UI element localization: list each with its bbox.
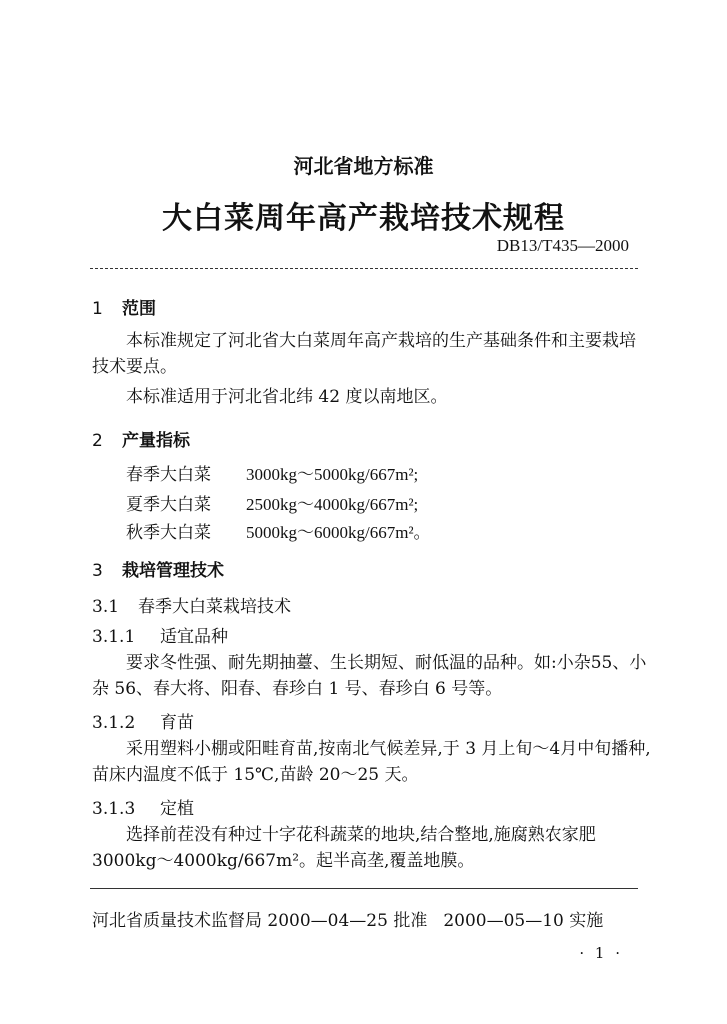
subsection-number: 3.1.2	[92, 713, 136, 733]
implementation-date: 2000—05—10 实施	[443, 911, 604, 931]
variety-paragraph: 要求冬性强、耐先期抽薹、生长期短、耐低温的品种。如:小杂55、小杂 56、春大将、阳春、春珍白 1 号、春珍白 6 号等。	[92, 653, 647, 699]
section-number: 3	[92, 561, 103, 581]
scope-paragraph-1: 本标准规定了河北省大白菜周年高产栽培的生产基础条件和主要栽培技术要点。	[92, 331, 636, 377]
subsection-title: 定植	[160, 799, 194, 819]
organization-label: 河北省地方标准	[293, 154, 434, 178]
planting-paragraph: 选择前茬没有种过十字花科蔬菜的地块,结合整地,施腐熟农家肥 3000kg～4000kg/667m²。起半高垄,覆盖地膜。	[92, 825, 596, 871]
yield-row-autumn	[126, 518, 431, 543]
subsection-planting-heading	[92, 794, 194, 819]
section-management-heading	[92, 556, 224, 581]
subsection-spring-heading	[92, 592, 291, 617]
section-scope-heading	[92, 294, 156, 319]
document-title: 大白菜周年高产栽培技术规程	[162, 201, 565, 236]
section-number: 2	[92, 431, 103, 451]
footer-dates	[92, 906, 603, 931]
subsection-seedling-heading	[92, 708, 194, 733]
yield-value: 5000kg～6000kg/667m²。	[246, 523, 431, 542]
yield-row-summer	[126, 490, 418, 515]
seedling-paragraph: 采用塑料小棚或阳畦育苗,按南北气候差异,于 3 月上旬～4月中旬播种,苗床内温度不低于 15℃,苗龄 20～25 天。	[92, 739, 651, 785]
yield-row-spring	[126, 460, 418, 485]
subsection-title: 育苗	[160, 713, 194, 733]
yield-crop: 秋季大白菜	[126, 523, 211, 543]
standard-code: DB13/T435—2000	[496, 236, 629, 255]
yield-value: 2500kg～4000kg/667m²;	[246, 495, 419, 514]
section-number: 1	[92, 299, 103, 319]
yield-crop: 春季大白菜	[126, 465, 211, 485]
yield-crop: 夏季大白菜	[126, 495, 211, 515]
subsection-number: 3.1.3	[92, 799, 136, 819]
page-number: · 1 ·	[579, 944, 623, 962]
subsection-number: 3.1	[92, 597, 120, 617]
yield-value: 3000kg～5000kg/667m²;	[246, 465, 419, 484]
header-divider	[90, 268, 638, 269]
subsection-variety-heading	[92, 622, 228, 647]
section-title: 范围	[122, 299, 156, 319]
approval-date: 河北省质量技术监督局 2000—04—25 批准	[92, 911, 428, 931]
subsection-title: 春季大白菜栽培技术	[138, 597, 291, 617]
section-title: 栽培管理技术	[122, 561, 224, 581]
footer-divider	[90, 888, 638, 889]
subsection-title: 适宜品种	[160, 627, 228, 647]
subsection-number: 3.1.1	[92, 627, 136, 647]
section-title: 产量指标	[122, 431, 190, 451]
scope-paragraph-2: 本标准适用于河北省北纬 42 度以南地区。	[126, 387, 448, 407]
section-yield-heading	[92, 426, 190, 451]
